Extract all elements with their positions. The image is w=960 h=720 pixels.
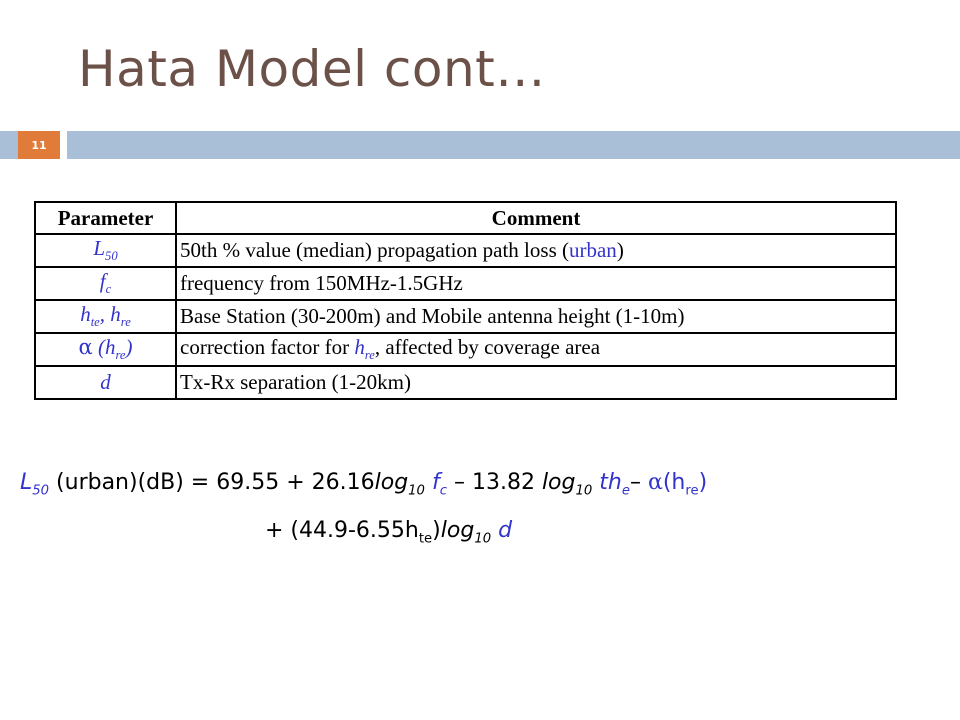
table-row: [35, 366, 896, 399]
header-comment: Comment: [176, 202, 896, 234]
parameter-table: [34, 201, 897, 400]
header-bar-right: [67, 131, 960, 159]
table-header-row: [35, 202, 896, 234]
formula-line-1: $L_{50}$ (urban)(dB) = $69.55 + 26.16\log_{10}$ $f_c - 13.82$ $\log_{10} th_e-$ $\alpha(h_{re})$: [20, 470, 708, 499]
table-row: [35, 333, 896, 366]
comment-cell: correction factor for $h_{re}$, affected by coverage area: [176, 333, 896, 366]
table-row: [35, 267, 896, 300]
param-cell: $f_c$: [35, 267, 176, 300]
comment-cell: Base Station (30-200m) and Mobile antenna height (1-10m): [176, 300, 896, 333]
comment-cell: Tx-Rx separation (1-20km): [176, 366, 896, 399]
header-parameter: Parameter: [35, 202, 176, 234]
param-cell: $h_{te}$, $h_{re}$: [35, 300, 176, 333]
table-row: [35, 300, 896, 333]
param-cell: d: [35, 366, 176, 399]
formula-line-2: + $(44.9-6.55h_{te})\log_{10}$ d: [265, 518, 513, 547]
slide-title: Hata Model cont…: [78, 40, 546, 98]
param-cell: $L_{50}$: [35, 234, 176, 267]
comment-cell: 50th % value (median) propagation path loss (urban): [176, 234, 896, 267]
slide-number-badge: 11: [18, 131, 60, 159]
table-row: [35, 234, 896, 267]
comment-cell: frequency from 150MHz-1.5GHz: [176, 267, 896, 300]
param-cell: α $(h_{re})$: [35, 333, 176, 366]
